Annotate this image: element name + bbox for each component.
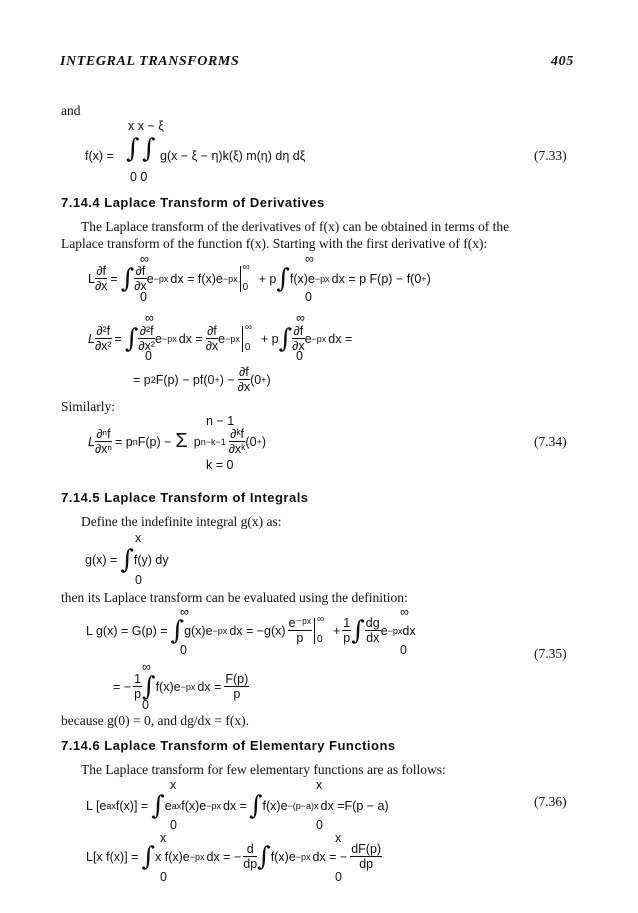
fraction: $\frac{F(p)}{p}$ <box>225 672 249 701</box>
int-upper-limit: x <box>316 778 323 792</box>
eq735-line1: L g(x) = G(p) = ∫ g(x)e −px dx = −g(x) $\frac{\text{e⁻ᵖˣ}}{p}$ ∞ 0 + $\frac{1}{p}$ ∫ $\frac{dg}{dx}$ e −px dx <box>86 613 416 646</box>
eq735-line2: = − $\frac{1}{p}$ ∫ f(x)e −px dx = $\frac{F(p)}{p}$ <box>113 671 249 702</box>
fraction: $\frac{dF(p)}{dp}$ <box>351 842 382 871</box>
integral-sign: ∫ <box>120 545 134 575</box>
eq733-lower-limits: 0 0 <box>130 170 148 184</box>
eq736-number: (7.36) <box>534 794 567 809</box>
eq733-upper-limits: x x − ξ <box>128 119 164 133</box>
similarly-label: Similarly: <box>61 399 115 414</box>
fraction: $\frac{\text{∂²f}}{\text{∂x²}}$ <box>94 324 112 353</box>
laplace-operator: L <box>88 271 95 286</box>
eq736: L [e ax f(x)] = ∫ e ax f(x)e −px dx = ∫ f(x)e −(p−a)x dx =F(p − a) <box>86 791 389 821</box>
fraction: $\frac{\text{∂ᵏf}}{\text{∂xᵏ}}$ <box>228 427 246 456</box>
int-lower-limit: 0 <box>400 643 407 657</box>
int-upper-limit: ∞ <box>142 660 151 674</box>
int-lower-limit: 0 <box>135 573 142 587</box>
summation-sign: Σ <box>175 430 188 452</box>
laplace-operator: L <box>88 434 95 449</box>
section-7-14-4-title: 7.14.4 Laplace Transform of Derivatives <box>61 195 325 210</box>
int-upper-limit: x <box>170 778 177 792</box>
integral-sign: ∫ <box>142 134 156 164</box>
integral-sign: ∫ <box>124 323 139 354</box>
eq733-integrand: g(x − ξ − η)k(ξ) m(η) dη dξ <box>160 149 306 163</box>
sec7146-para: The Laplace transform for few elementary functions are as follows: <box>81 762 446 777</box>
int-upper-limit: x <box>135 531 142 545</box>
int-lower-limit: 0 <box>140 290 147 304</box>
fraction: $\frac{\text{e⁻ᵖˣ}}{p}$ <box>288 616 311 645</box>
int-lower-limit: 0 <box>170 818 177 832</box>
int-upper-limit: ∞ <box>296 311 305 325</box>
integral-sign: ∫ <box>278 323 293 354</box>
sec7145-because: because g(0) = 0, and dg/dx = f(x). <box>61 713 250 728</box>
second-derivative-result: = p 2 F(p) − pf(0 + ) − $\frac{\partial f}{\partial x}$ (0 + ) <box>133 365 271 394</box>
section-7-14-5-title: 7.14.5 Laplace Transform of Integrals <box>61 490 309 505</box>
int-lower-limit: 0 <box>335 870 342 884</box>
int-lower-limit: 0 <box>160 870 167 884</box>
first-derivative-equation: L $\frac{\partial f}{\partial x}$ = ∫ $\frac{\partial f}{\partial x}$ e −px dx = f(x)e −px ∞ 0 + p ∫ f(x)e −px dx = p F(p) − f(0 + ) <box>88 261 431 294</box>
int-lower-limit: 0 <box>142 698 149 712</box>
integral-sign: ∫ <box>141 841 155 872</box>
eq733-lhs: f(x) = <box>85 149 114 163</box>
fraction: $\frac{1}{p}$ <box>343 616 351 645</box>
int-lower-limit: 0 <box>145 349 152 363</box>
sum-lower-limit: k = 0 <box>206 458 234 472</box>
integral-sign: ∫ <box>142 671 156 702</box>
fraction: $\frac{\partial f}{\partial x}$ <box>237 365 251 394</box>
int-upper-limit: ∞ <box>140 252 149 266</box>
fraction: $\frac{\partial f}{\partial x}$ <box>292 324 305 353</box>
section-7-14-6-title: 7.14.6 Laplace Transform of Elementary Functions <box>61 738 396 753</box>
int-lower-limit: 0 <box>180 643 187 657</box>
integral-sign: ∫ <box>170 615 185 646</box>
second-derivative-equation: L $\frac{\text{∂²f}}{\text{∂x²}}$ = ∫ $\frac{\text{∂²f}}{\text{∂x²}}$ e −px dx = $\frac{\partial f}{\partial x}$ e −px ∞ 0 + p ∫ $\frac{\partial f}{\partial x}$ e −px dx = <box>88 321 353 354</box>
fraction: $\frac{\partial f}{\partial x}$ <box>94 264 108 293</box>
g-definition: g(x) = ∫ f(y) dy <box>85 545 169 575</box>
running-header-title: INTEGRAL TRANSFORMS <box>60 54 240 69</box>
page-number: 405 <box>551 54 574 69</box>
eq733-number: (7.33) <box>534 148 567 163</box>
sec7144-para-line2: Laplace transform of the function f(x). Starting with the first derivative of f(x): <box>61 236 488 251</box>
sec7145-then: then its Laplace transform can be evaluated using the definition: <box>61 590 408 605</box>
integral-sign: ∫ <box>351 615 365 646</box>
eq737: L[x f(x)] = ∫ x f(x)e −px dx = − $\frac{d}{dp}$ ∫ f(x)e −px dx = − $\frac{dF(p)}{dp}$ <box>86 841 382 872</box>
int-upper-limit: ∞ <box>305 252 314 266</box>
sum-upper-limit: n − 1 <box>206 414 235 428</box>
int-lower-limit: 0 <box>305 290 312 304</box>
integral-sign: ∫ <box>248 791 263 821</box>
intro-and: and <box>61 103 81 118</box>
fraction: $\frac{\partial f}{\partial x}$ <box>134 264 147 293</box>
int-upper-limit: ∞ <box>145 311 154 325</box>
int-upper-limit: x <box>160 831 167 845</box>
laplace-operator: L <box>88 331 95 346</box>
int-lower-limit: 0 <box>316 818 323 832</box>
int-upper-limit: x <box>335 831 342 845</box>
sec7145-define: Define the indefinite integral g(x) as: <box>81 514 282 529</box>
int-upper-limit: ∞ <box>400 605 409 619</box>
int-upper-limit: ∞ <box>180 605 189 619</box>
integral-sign: ∫ <box>120 263 135 294</box>
integral-sign: ∫ <box>126 134 140 164</box>
fraction: $\frac{d}{dp}$ <box>243 842 258 871</box>
eq735-number: (7.35) <box>534 646 567 661</box>
integral-sign: ∫ <box>276 263 290 294</box>
fraction: $\frac{\text{∂ⁿf}}{\text{∂xⁿ}}$ <box>94 427 112 456</box>
fraction: $\frac{\partial f}{\partial x}$ <box>205 324 219 353</box>
integral-sign: ∫ <box>257 841 271 872</box>
fraction: $\frac{1}{p}$ <box>134 672 142 701</box>
integral-sign: ∫ <box>151 791 165 821</box>
fraction: $\frac{\text{∂²f}}{\text{∂x²}}$ <box>138 324 155 353</box>
eq734-number: (7.34) <box>534 434 567 449</box>
eq734: L $\frac{\text{∂ⁿf}}{\text{∂xⁿ}}$ = p n F(p) − Σ p n−k−1 $\frac{\text{∂ᵏf}}{\text{∂xᵏ}}$ (0 + ) <box>88 427 266 456</box>
fraction: $\frac{dg}{dx}$ <box>365 616 380 645</box>
int-lower-limit: 0 <box>296 349 303 363</box>
sec7144-para-line1: The Laplace transform of the derivatives of f(x) can be obtained in terms of the <box>81 219 510 234</box>
